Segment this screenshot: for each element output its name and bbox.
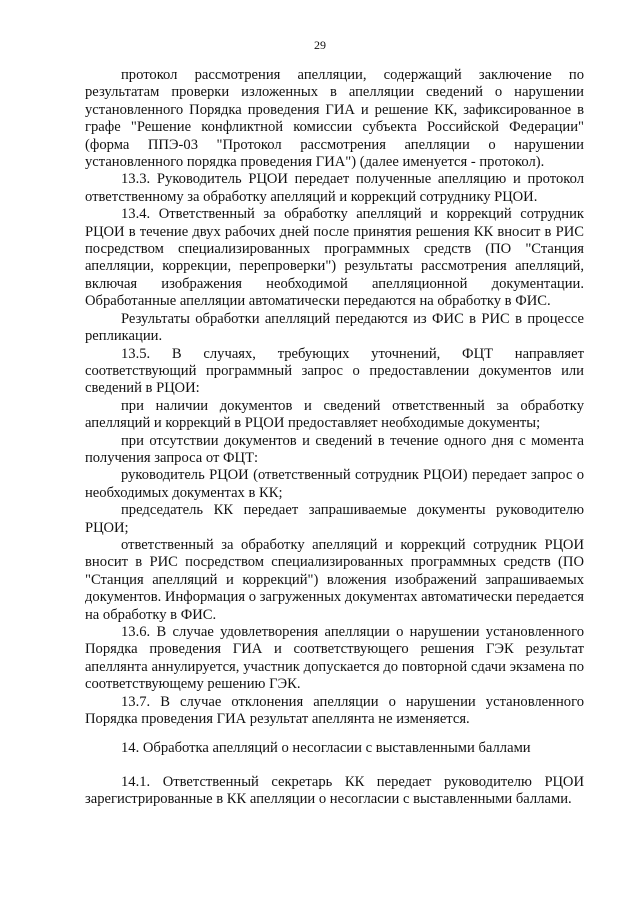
paragraph-protocol-description: протокол рассмотрения апелляции, содержащий заключение по результатам проверки изложенных в апелляции сведений о нарушении установленного Порядка проведения ГИА и решение КК, зафиксированное в графе "Решение конфликтной комиссии субъекта Российской Федерации" (форма ППЭ-03 "Протокол рассмотрения апелляции о нарушении установленного порядка проведения ГИА") (далее именуется - протокол). [85,67,584,171]
paragraph-rcoi-head-request: руководитель РЦОИ (ответственный сотрудник РЦОИ) передает запрос о необходимых документах в КК; [85,467,584,501]
paragraph-13-6: 13.6. В случае удовлетворения апелляции о нарушении установленного Порядка проведения ГИА и соответствующего решения ГЭК результат апеллянта аннулируется, участник допускается до повторной сдачи экзамена по соответствующему решению ГЭК. [85,624,584,693]
section-heading-14: 14. Обработка апелляций о несогласии с выставленными баллами [121,740,531,757]
paragraph-kk-chair-transfer: председатель КК передает запрашиваемые документы руководителю РЦОИ; [85,502,584,536]
paragraph-13-3: 13.3. Руководитель РЦОИ передает полученные апелляцию и протокол ответственному за обработку апелляций и коррекций сотруднику РЦОИ. [85,171,584,205]
paragraph-upload-documents: ответственный за обработку апелляций и коррекций сотрудник РЦОИ вносит в РИС посредством специализированных программных средств (ПО "Станция апелляций и коррекций") вложения изображений запрашиваемых документов. Информация о загруженных документах автоматически передается на обработку в ФИС. [85,536,584,623]
document-body [85,67,584,809]
page-number: 29 [314,38,326,52]
paragraph-14-1: 14.1. Ответственный секретарь КК передает руководителю РЦОИ зарегистрированные в КК апелляции о несогласии с выставленными баллами. [85,773,584,808]
paragraph-replication-results: Результаты обработки апелляций передаются из ФИС в РИС в процессе репликации. [85,310,584,345]
paragraph-documents-available: при наличии документов и сведений ответственный за обработку апелляций и коррекций в РЦОИ предоставляет необходимые документы; [85,397,584,432]
paragraph-documents-absent: при отсутствии документов и сведений в течение одного дня с момента получения запроса от ФЦТ: [85,432,584,466]
paragraph-13-5: 13.5. В случаях, требующих уточнений, ФЦТ направляет соответствующий программный запрос о предоставлении документов или сведений в РЦОИ: [85,345,584,397]
paragraph-13-4: 13.4. Ответственный за обработку апелляций и коррекций сотрудник РЦОИ в течение двух рабочих дней после принятия решения КК вносит в РИС посредством специализированных программных средств (ПО "Станция апелляции, коррекции, перепроверки") результаты рассмотрения апелляций, включая изображения необходимой апелляционной документации. Обработанные апелляции автоматически передаются на обработку в ФИС. [85,206,584,310]
paragraph-13-7: 13.7. В случае отклонения апелляции о нарушении установленного Порядка проведения ГИА результат апеллянта не изменяется. [85,693,584,728]
